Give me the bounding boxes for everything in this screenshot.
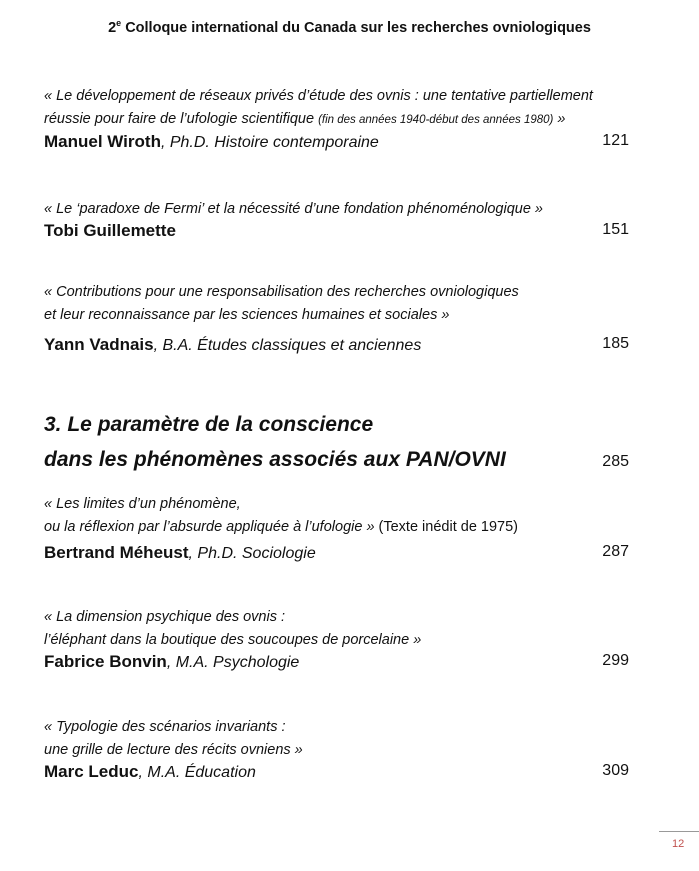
author-name: Manuel Wiroth [44,132,161,151]
section-title-text: dans les phénomènes associés aux PAN/OVNI [44,448,506,471]
page-number: 185 [602,335,629,352]
entry-title-line [44,108,629,132]
section-title-line [44,442,629,477]
entry-author-row [44,221,629,247]
entry-title-line: l’éléphant dans la boutique des soucoupes de porcelaine » [44,632,422,648]
entry-author-row [44,762,629,788]
page-number: 285 [602,453,629,470]
page-number: 299 [602,652,629,669]
header-title: Colloque international du Canada sur les recherches ovniologiques [125,19,591,36]
author-name: Fabrice Bonvin [44,652,167,671]
entry-title-line: « Le développement de réseaux privés d’étude des ovnis : une tentative partiellement [44,88,593,104]
entry-author-row [44,652,629,678]
entry-title-line [44,516,629,539]
entry-author-row [44,132,629,158]
entry-author-row [44,335,629,361]
entry-title-date-range: (fin des années 1940-début des années 1980) [318,114,554,126]
entry-title-line: « Les limites d’un phénomène, [44,496,241,512]
entry-title-line: et leur reconnaissance par les sciences humaines et sociales » [44,307,450,323]
toc-entry [44,606,629,678]
author-degree: , M.A. Éducation [138,764,256,781]
author-name: Bertrand Méheust [44,543,189,562]
entry-title-text: réussie pour faire de l’ufologie scientifique [44,111,315,127]
header-superscript: e [116,18,122,28]
entry-author-row [44,543,629,569]
entry-title-close: » [553,111,566,127]
author-name: Marc Leduc [44,762,139,781]
entry-title-line: « La dimension psychique des ovnis : [44,609,286,625]
toc-entry [44,281,629,361]
toc-entry [44,716,629,788]
entry-title-note: (Texte inédit de 1975) [374,519,518,535]
toc-entry [44,198,629,247]
entry-title-text: ou la réflexion par l’absurde appliquée à l’ufologie » [44,519,375,535]
page-number: 121 [602,132,629,149]
author-degree: , B.A. Études classiques et anciennes [153,337,422,354]
author-degree: , Ph.D. Histoire contemporaine [160,134,379,151]
toc-entry [44,493,629,569]
author-degree: , Ph.D. Sociologie [188,545,316,562]
header-number: 2 [108,19,117,36]
section-title-line: 3. Le paramètre de la conscience [44,413,374,436]
document-header [0,18,699,36]
author-degree: , M.A. Psychologie [166,654,300,671]
entry-title-line: une grille de lecture des récits ovniens » [44,742,303,758]
section-heading [44,407,629,477]
footer-page-number: 12 [672,838,685,850]
page-number: 309 [602,762,629,779]
author-name: Tobi Guillemette [44,221,176,240]
entry-title-line: « Typologie des scénarios invariants : [44,719,286,735]
page-number: 287 [602,543,629,560]
author-name: Yann Vadnais [44,335,154,354]
entry-title-line: « Le ‘paradoxe de Fermi’ et la nécessité d’une fondation phénoménologique » [44,201,543,217]
toc-entry [44,85,629,158]
page-number: 151 [602,221,629,238]
footer-rule [659,831,699,832]
entry-title-line: « Contributions pour une responsabilisation des recherches ovniologiques [44,284,519,300]
